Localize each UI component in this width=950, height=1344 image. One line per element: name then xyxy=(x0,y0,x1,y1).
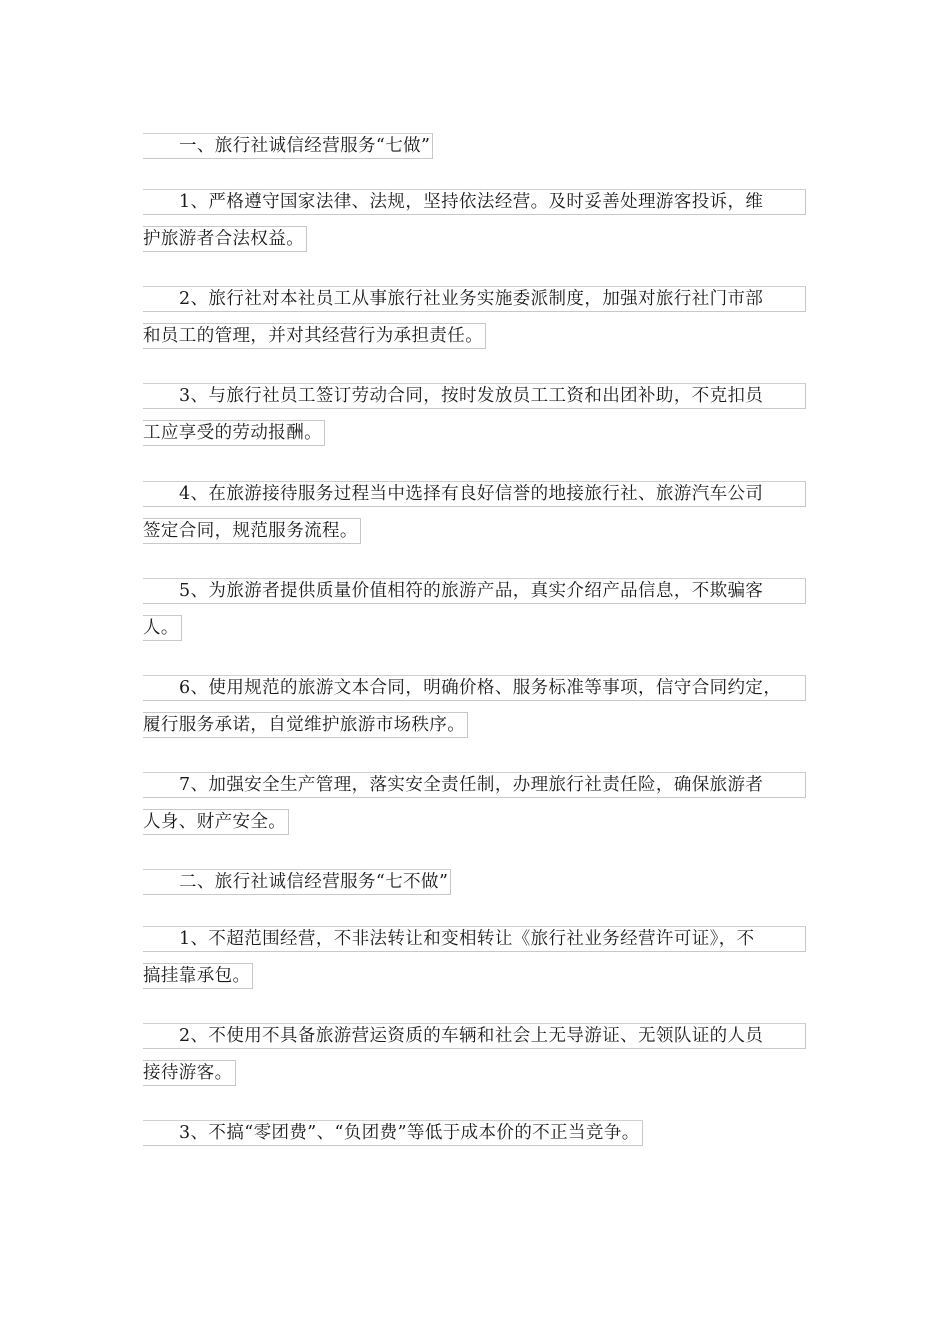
heading-text: 一、旅行社诚信经营服务“七做” xyxy=(143,133,433,159)
item-line-2: 和员工的管理，并对其经营行为承担责任。 xyxy=(143,323,486,349)
item-line-2: 签定合同，规范服务流程。 xyxy=(143,518,361,544)
item-line-2: 工应享受的劳动报酬。 xyxy=(143,420,325,446)
item-line-1: 5、为旅游者提供质量价值相符的旅游产品，真实介绍产品信息，不欺骗客 xyxy=(143,578,806,604)
section1-item-7 xyxy=(143,767,806,841)
section1-item-2 xyxy=(143,281,806,355)
item-line-2: 人身、财产安全。 xyxy=(143,809,289,835)
item-line-1: 2、不使用不具备旅游营运资质的车辆和社会上无导游证、无领队证的人员 xyxy=(143,1023,806,1049)
section1-item-3 xyxy=(143,378,806,452)
section1-item-5 xyxy=(143,573,806,647)
section1-item-4 xyxy=(143,476,806,550)
item-line-2: 接待游客。 xyxy=(143,1060,236,1086)
heading-text: 二、旅行社诚信经营服务“七不做” xyxy=(143,869,451,895)
item-line-1: 1、严格遵守国家法律、法规，坚持依法经营。及时妥善处理游客投诉，维 xyxy=(143,189,806,215)
item-line-2: 搞挂靠承包。 xyxy=(143,963,253,989)
section2-item-2 xyxy=(143,1018,806,1092)
section2-item-1 xyxy=(143,921,806,995)
section2-item-3 xyxy=(143,1115,806,1152)
item-line-2: 履行服务承诺，自觉维护旅游市场秩序。 xyxy=(143,712,468,738)
item-line-1: 2、旅行社对本社员工从事旅行社业务实施委派制度，加强对旅行社门市部 xyxy=(143,286,806,312)
section1-item-1 xyxy=(143,184,806,258)
item-line-1: 4、在旅游接待服务过程当中选择有良好信誉的地接旅行社、旅游汽车公司 xyxy=(143,481,806,507)
section-heading-2 xyxy=(143,864,806,901)
item-line-2: 人。 xyxy=(143,615,182,641)
item-line-1: 3、与旅行社员工签订劳动合同，按时发放员工工资和出团补助，不克扣员 xyxy=(143,383,806,409)
item-line-1: 7、加强安全生产管理，落实安全责任制，办理旅行社责任险，确保旅游者 xyxy=(143,772,806,798)
item-line-1: 6、使用规范的旅游文本合同，明确价格、服务标准等事项，信守合同约定， xyxy=(143,675,806,701)
item-line-1: 1、不超范围经营，不非法转让和变相转让《旅行社业务经营许可证》，不 xyxy=(143,926,806,952)
item-line-1: 3、不搞“零团费”、“负团费”等低于成本价的不正当竞争。 xyxy=(143,1120,643,1146)
section-heading-1 xyxy=(143,128,806,165)
item-line-2: 护旅游者合法权益。 xyxy=(143,226,307,252)
section1-item-6 xyxy=(143,670,806,744)
